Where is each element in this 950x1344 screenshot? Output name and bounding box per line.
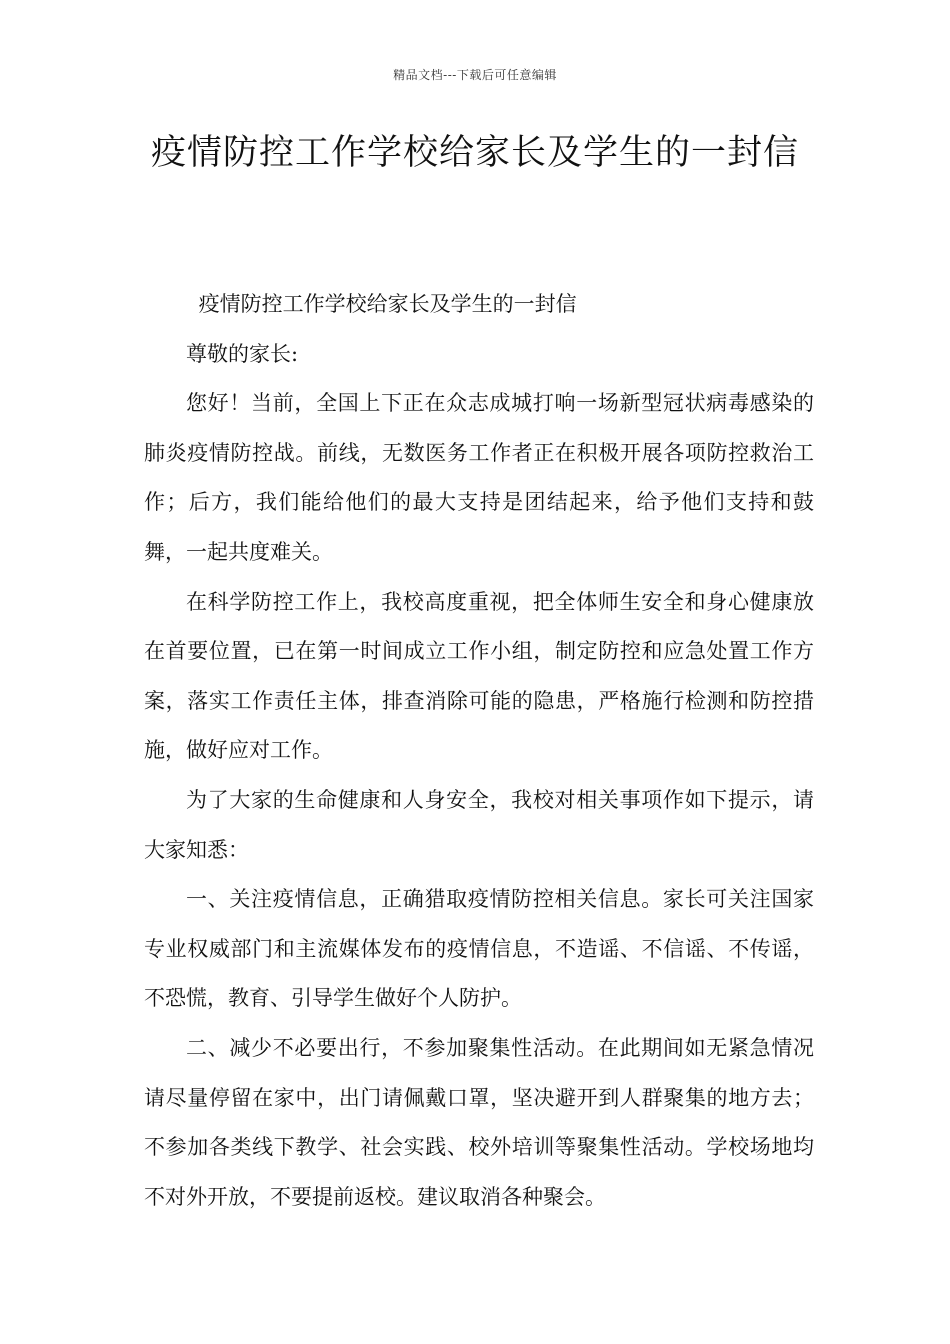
letter-subtitle: 疫情防控工作学校给家长及学生的一封信 bbox=[198, 292, 577, 316]
paragraph-notice-intro: 为了大家的生命健康和人身安全，我校对相关事项作如下提示，请大家知悉： bbox=[144, 787, 814, 862]
header-note: 精品文档---下载后可任意编辑 bbox=[393, 68, 557, 82]
paragraph-school-measures: 在科学防控工作上，我校高度重视，把全体师生安全和身心健康放在首要位置，已在第一时间成立工作小组，制定防控和应急处置工作方案，落实工作责任主体，排查消除可能的隐患，严格施行检测和防控措施，做好应对工作。 bbox=[144, 589, 814, 763]
paragraph-item-one: 一、关注疫情信息，正确猎取疫情防控相关信息。家长可关注国家专业权威部门和主流媒体发布的疫情信息，不造谣、不信谣、不传谣，不恐慌，教育、引导学生做好个人防护。 bbox=[144, 887, 814, 1011]
salutation: 尊敬的家长: bbox=[186, 341, 299, 366]
paragraph-greeting: 您好！当前，全国上下正在众志成城打响一场新型冠状病毒感染的肺炎疫情防控战。前线，无数医务工作者正在积极开展各项防控救治工作；后方，我们能给他们的最大支持是团结起来，给予他们支持和鼓舞，一起共度难关。 bbox=[144, 391, 814, 564]
document-title: 疫情防控工作学校给家长及学生的一封信 bbox=[150, 133, 799, 173]
document-body bbox=[144, 280, 814, 1222]
paragraph-item-two: 二、减少不必要出行，不参加聚集性活动。在此期间如无紧急情况请尽量停留在家中，出门请佩戴口罩，坚决避开到人群聚集的地方去；不参加各类线下教学、社会实践、校外培训等聚集性活动。学校场地均不对外开放，不要提前返校。建议取消各种聚会。 bbox=[144, 1035, 814, 1209]
